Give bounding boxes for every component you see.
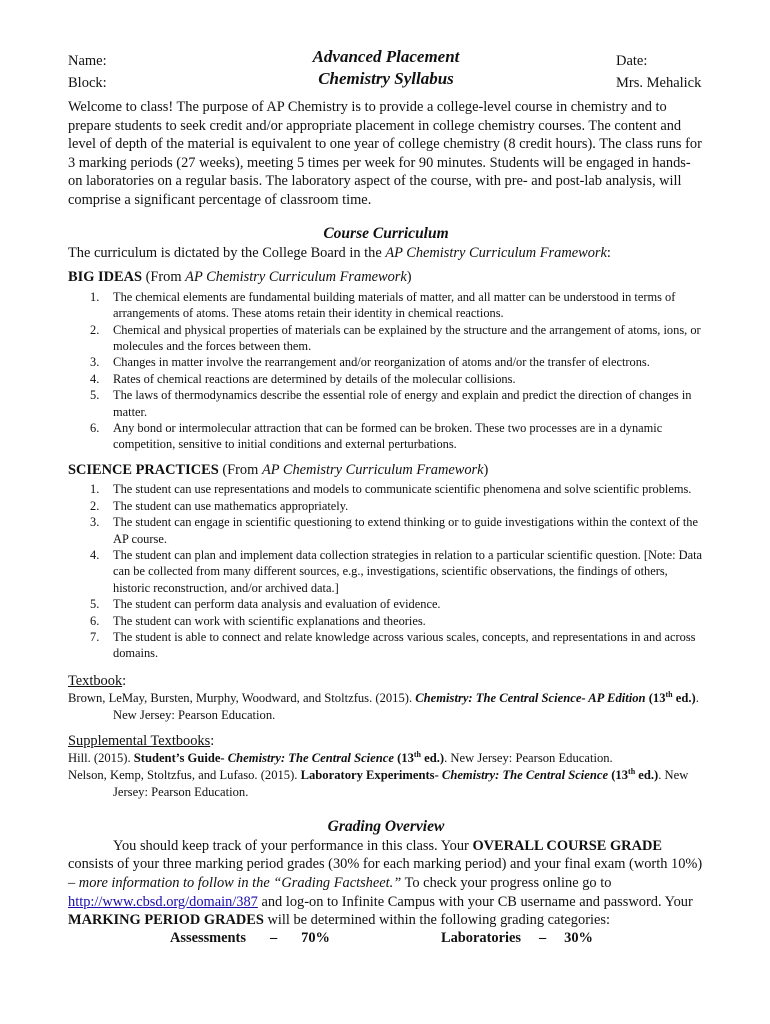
sp-source: AP Chemistry Curriculum Framework [261, 461, 484, 478]
list-text: Changes in matter involve the rearrangement and/or reorganization of atoms and/or the transfer of electrons. [113, 355, 650, 370]
textbook-colon: : [122, 672, 127, 689]
document-title [68, 46, 704, 90]
ref2-publisher: . New Jersey: Pearson Education. [113, 767, 689, 799]
grading-text-4: and log-on to Infinite Campus with your CB username and password. Your [257, 893, 693, 910]
title-line-1: Advanced Placement [312, 47, 460, 66]
block-label: Block: [68, 75, 107, 91]
list-number: 3. [90, 515, 100, 530]
ref2-edition-sup: th [628, 766, 636, 776]
supplemental-label: Supplemental Textbooks [68, 732, 211, 749]
textbook-title: Chemistry: The Central Science- AP Edition [415, 690, 646, 705]
big-ideas-source-prefix: (From [141, 269, 186, 286]
ref2-edition-open: (13 [608, 767, 629, 782]
title-line-2: Chemistry Syllabus [318, 69, 454, 88]
date-label: Date: [616, 53, 648, 69]
textbook-label: Textbook [68, 672, 123, 689]
textbook-edition-sup: th [665, 689, 673, 699]
list-number: 7. [90, 630, 100, 645]
science-practice-item [68, 596, 704, 612]
intro-text: The curriculum is dictated by the College Board in the [68, 244, 386, 261]
sp-source-prefix: (From [218, 461, 262, 478]
big-idea-item [68, 387, 704, 420]
science-practice-item [68, 629, 704, 662]
category-laboratories [441, 930, 593, 947]
marking-period-label: MARKING PERIOD GRADES [68, 912, 264, 929]
ref2-title: Chemistry: The Central Science [441, 767, 609, 782]
curriculum-heading: Course Curriculum [323, 224, 449, 242]
grading-heading: Grading Overview [327, 817, 445, 835]
category-dash: – [538, 929, 547, 946]
big-ideas-label: BIG IDEAS [68, 269, 142, 286]
big-ideas-source-suffix: ) [406, 269, 412, 286]
textbook-reference [68, 690, 704, 724]
textbook-heading [68, 672, 704, 690]
grading-text-1: You should keep track of your performance in this class. Your [113, 837, 473, 854]
grading-categories [68, 930, 704, 950]
list-number: 1. [90, 482, 100, 497]
big-idea-item [68, 371, 704, 387]
intro-end: : [606, 244, 611, 261]
ref1-bold: Student’s Guide- [133, 750, 228, 765]
list-number: 3. [90, 355, 100, 370]
syllabus-page [68, 0, 704, 950]
supplemental-ref-1 [68, 750, 704, 767]
list-number: 4. [90, 548, 100, 563]
science-practices-label: SCIENCE PRACTICES [68, 461, 219, 478]
list-text: The student can engage in scientific questioning to extend thinking or to guide investigations within the context of the AP course. [113, 515, 698, 546]
list-text: The student can perform data analysis and evaluation of evidence. [113, 597, 441, 612]
list-text: Chemical and physical properties of materials can be explained by the structure and the arrangement of atoms, ions, or molecules and the forces between them. [113, 322, 701, 353]
list-text: The student can plan and implement data collection strategies in relation to a particular scientific question. [Note: Data can be collected from many different sources, e.g., investigations, scientific observations, the findings of others, historic reconstruction, and/or archived data.] [113, 548, 703, 595]
list-number: 5. [90, 597, 100, 612]
grading-text-2: consists of your three marking period grades (30% for each marking period) and your final exam (worth 10%) – [68, 856, 703, 892]
science-practice-item [68, 498, 704, 514]
list-number: 6. [90, 613, 100, 628]
big-ideas-list [68, 289, 704, 453]
ref1-title: Chemistry: The Central Science [227, 750, 394, 765]
list-number: 4. [90, 371, 100, 386]
overall-grade-label: OVERALL COURSE GRADE [472, 837, 662, 854]
curriculum-intro [68, 244, 704, 263]
textbook-authors: Brown, LeMay, Bursten, Murphy, Woodward, and Stoltzfus. (2015). [68, 690, 416, 705]
list-text: The student is able to connect and relate knowledge across various scales, concepts, and representations in and across domains. [113, 630, 696, 661]
science-practice-item [68, 481, 704, 497]
header [68, 0, 704, 98]
ref1-authors: Hill. (2015). [68, 750, 134, 765]
supplemental-ref-2 [68, 767, 704, 801]
list-number: 1. [90, 289, 100, 304]
grading-text-3: To check your progress online go to [401, 875, 612, 892]
big-ideas-source: AP Chemistry Curriculum Framework [185, 269, 407, 286]
list-text: The student can use representations and models to communicate scientific phenomena and solve scientific problems. [113, 482, 692, 497]
list-text: The chemical elements are fundamental building materials of matter, and all matter can be understood in terms of arrangements of atoms. These atoms retain their identity in chemical reactions. [113, 289, 676, 321]
science-practice-item [68, 514, 704, 547]
science-practice-item [68, 613, 704, 629]
ref1-edition-sup: th [413, 749, 422, 759]
textbook-edition-open: (13 [645, 690, 666, 705]
teacher-name: Mrs. Mehalick [616, 75, 702, 91]
welcome-paragraph: Welcome to class! The purpose of AP Chemistry is to provide a college-level course in chemistry and to prepare students to seek credit and/or appropriate placement in college chemistry courses. The content and level of depth of the material is equivalent to one year of college chemistry (8 credit hours). The class runs for 3 marking periods (27 weeks), meeting 5 times per week for 90 minutes. Students will be engaged in hands-on laboratories on a regular basis. The laboratory aspect of the course, with pre- and post-lab analysis, will comprise a significant percentage of classroom time. [68, 99, 702, 208]
ref2-bold: Laboratory Experiments- [300, 767, 442, 782]
big-idea-item [68, 354, 704, 370]
ref1-edition-open: (13 [393, 750, 414, 765]
big-ideas-heading [68, 268, 704, 287]
category-label: Assessments [170, 929, 246, 946]
science-practice-item [68, 547, 704, 596]
ref2-authors: Nelson, Kemp, Stoltzfus, and Lufaso. (2015). [68, 767, 301, 782]
list-text: Rates of chemical reactions are determined by details of the molecular collisions. [113, 371, 516, 386]
category-value: 70% [301, 929, 330, 946]
textbook-publisher: . New Jersey: Pearson Education. [113, 690, 699, 722]
big-idea-item [68, 322, 704, 355]
category-label: Laboratories [441, 929, 521, 946]
science-practices-heading [68, 461, 704, 480]
list-text: Any bond or intermolecular attraction that can be formed can be broken. These two processes are in a dynamic competition, sensitive to initial conditions and external perturbations. [113, 421, 663, 452]
grading-text-5: will be determined within the following grading categories: [263, 912, 610, 929]
sp-source-suffix: ) [483, 461, 489, 478]
big-idea-item [68, 289, 704, 322]
list-text: The student can work with scientific explanations and theories. [113, 613, 426, 628]
list-number: 2. [90, 498, 100, 513]
category-dash: – [269, 929, 278, 946]
supplemental-colon: : [210, 732, 215, 749]
big-idea-item [68, 420, 704, 453]
list-text: The laws of thermodynamics describe the essential role of energy and explain and predict the direction of changes in matter. [113, 388, 692, 419]
textbook-edition-close: ed.) [672, 690, 696, 705]
list-text: The student can use mathematics appropriately. [113, 498, 349, 513]
list-number: 6. [90, 421, 100, 435]
category-assessments [170, 930, 330, 947]
list-number: 2. [90, 322, 100, 337]
campus-link[interactable]: http://www.cbsd.org/domain/387 [68, 893, 258, 910]
intro-framework: AP Chemistry Curriculum Framework [385, 244, 607, 261]
ref2-edition-close: ed.) [635, 767, 659, 782]
ref1-publisher: . New Jersey: Pearson Education. [444, 750, 613, 765]
science-practices-list [68, 481, 704, 661]
category-value: 30% [564, 929, 593, 946]
supplemental-heading [68, 732, 704, 750]
grading-factsheet-note: more information to follow in the “Grading Factsheet.” [78, 875, 402, 892]
grading-paragraph [68, 837, 704, 930]
list-number: 5. [90, 388, 100, 403]
ref1-edition-close: ed.) [421, 750, 445, 765]
date-teacher [616, 50, 701, 94]
name-label: Name: [68, 53, 107, 69]
